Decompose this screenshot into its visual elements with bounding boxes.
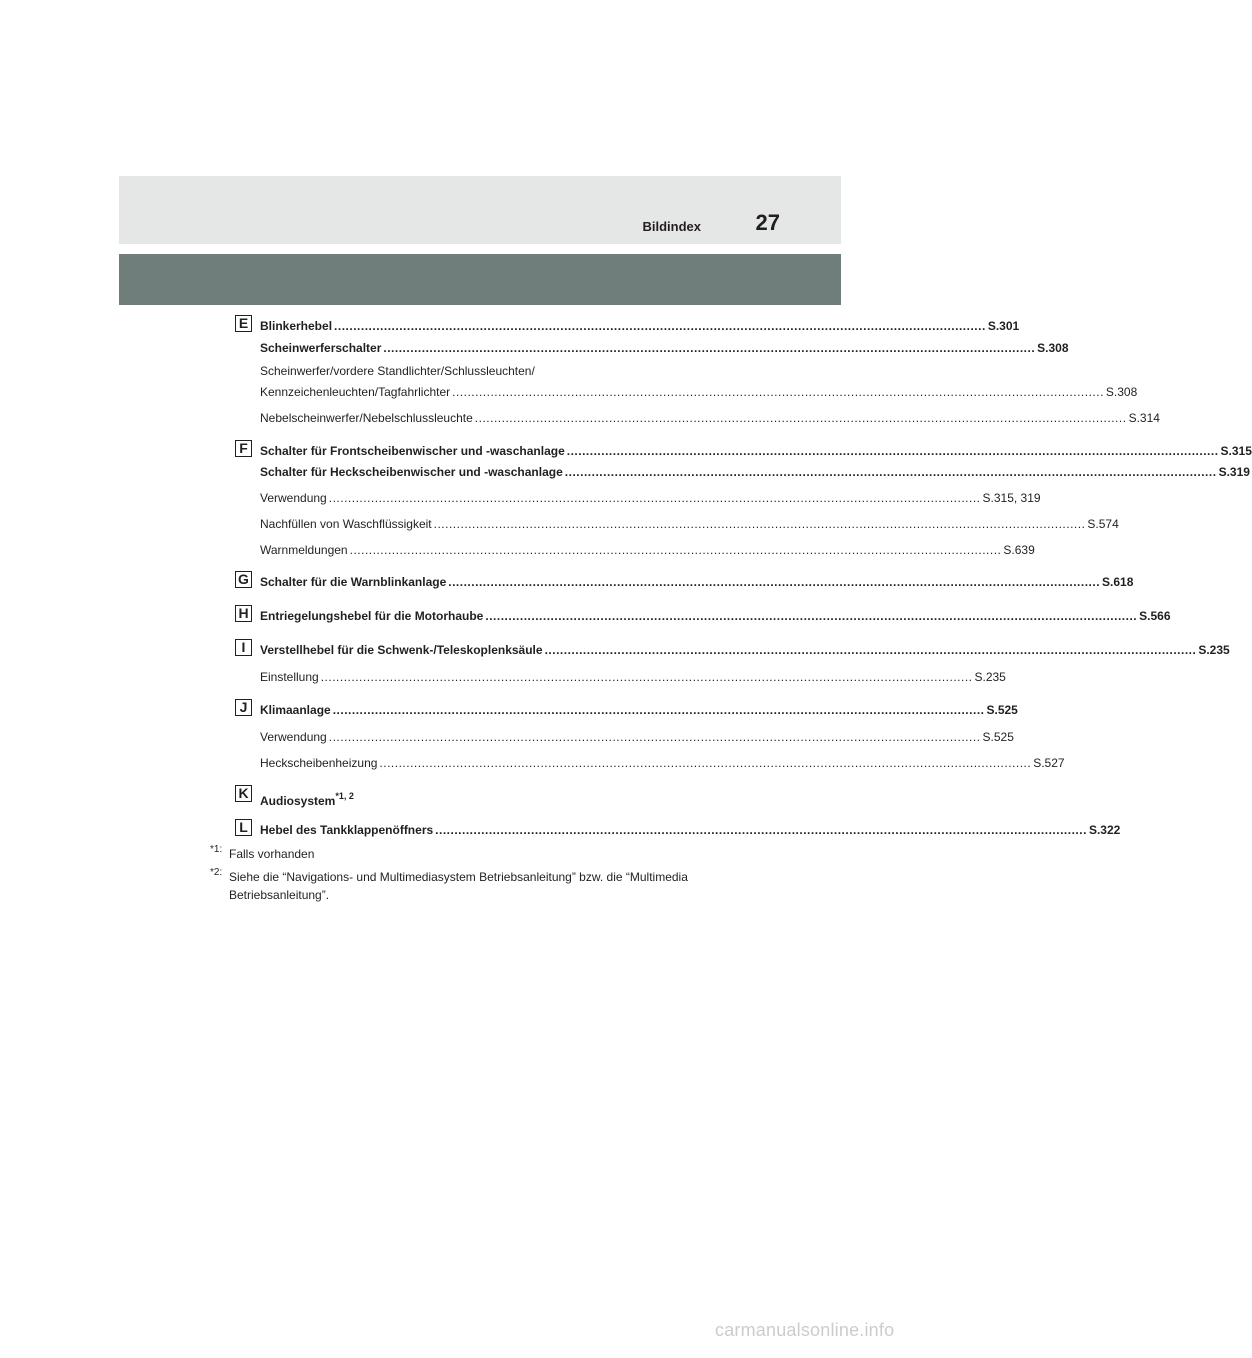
entry-page-ref: S.308 <box>1037 341 1069 355</box>
entry-label: Audiosystem <box>260 794 336 808</box>
section-band <box>119 254 841 305</box>
index-entry <box>260 515 1119 531</box>
entry-label: Heckscheibenheizung <box>260 756 378 770</box>
leader-dots: .......................................................................................................................................................................... <box>379 756 1032 770</box>
leader-dots: .......................................................................................................................................................................... <box>332 703 985 717</box>
leader-dots: .......................................................................................................................................................................... <box>334 319 986 333</box>
footnote-text: Falls vorhanden <box>229 847 315 861</box>
leader-dots: .......................................................................................................................................................................... <box>349 543 1002 557</box>
entry-page-ref: S.235 <box>974 670 1006 684</box>
leader-dots: .......................................................................................................................................................................... <box>320 670 973 684</box>
leader-dots: .......................................................................................................................................................................... <box>566 444 1219 458</box>
leader-dots: .......................................................................................................................................................................... <box>435 823 1087 837</box>
index-entry <box>260 701 1018 717</box>
leader-dots: .......................................................................................................................................................................... <box>328 730 981 744</box>
entry-label: Entriegelungshebel für die Motorhaube <box>260 609 484 623</box>
index-letter-h: H <box>235 605 252 622</box>
entry-label-line1: Scheinwerfer/vordere Standlichter/Schlussleuchten/ <box>260 364 535 378</box>
footnote-mark: *1: <box>210 844 223 855</box>
entry-page-ref: S.322 <box>1088 823 1121 837</box>
index-entry <box>260 641 1230 657</box>
page-number: 27 <box>755 210 780 235</box>
entry-label: Nebelscheinwerfer/Nebelschlussleuchte <box>260 411 473 425</box>
index-letter-k: K <box>235 785 252 802</box>
entry-page-ref: S.315 <box>1220 444 1252 458</box>
leader-dots: .......................................................................................................................................................................... <box>383 341 1036 355</box>
footnote-text: Betriebsanleitung”. <box>229 888 330 902</box>
entry-label: Blinkerhebel <box>260 319 333 333</box>
index-entry <box>260 541 1035 557</box>
entry-label: Verwendung <box>260 491 327 505</box>
entry-label: Schalter für Frontscheibenwischer und -waschanlage <box>260 444 565 458</box>
entry-label: Klimaanlage <box>260 703 331 717</box>
footnote-text: Siehe die “Navigations- und Multimediasystem Betriebsanleitung” bzw. die “Multimedia <box>229 870 688 884</box>
entry-page-ref: S.315, 319 <box>982 491 1041 505</box>
entry-page-ref: S.566 <box>1139 609 1171 623</box>
footnote-ref: *1, 2 <box>335 791 354 801</box>
header-band <box>119 176 841 244</box>
watermark: carmanualsonline.info <box>715 1320 895 1340</box>
index-letter-f: F <box>235 440 252 457</box>
entry-label: Verwendung <box>260 730 327 744</box>
leader-dots: .......................................................................................................................................................................... <box>433 517 1086 531</box>
entry-label: Schalter für Heckscheibenwischer und -waschanlage <box>260 465 563 479</box>
index-entry <box>260 383 1138 399</box>
entry-page-ref: S.308 <box>1105 385 1138 399</box>
footnote-mark: *2: <box>210 867 223 878</box>
index-entry <box>260 789 354 808</box>
entry-label: Kennzeichenleuchten/Tagfahrlichter <box>260 385 451 399</box>
entry-label: Hebel des Tankklappenöffners <box>260 823 434 837</box>
leader-dots: .......................................................................................................................................................................... <box>328 491 981 505</box>
index-letter-g: G <box>235 571 252 588</box>
index-entry <box>260 442 1252 458</box>
leader-dots: .......................................................................................................................................................................... <box>564 465 1217 479</box>
leader-dots: .......................................................................................................................................................................... <box>452 385 1104 399</box>
entry-page-ref: S.525 <box>986 703 1018 717</box>
index-letter-i: I <box>235 639 252 656</box>
index-entry <box>260 317 1020 333</box>
index-entry <box>260 754 1065 770</box>
entry-label: Warnmeldungen <box>260 543 348 557</box>
entry-page-ref: S.527 <box>1033 756 1065 770</box>
index-letter-l: L <box>235 819 252 836</box>
entry-page-ref: S.525 <box>982 730 1014 744</box>
entry-page-ref: S.314 <box>1128 411 1160 425</box>
index-entry <box>260 668 1006 684</box>
index-entry <box>260 821 1121 837</box>
index-entry <box>260 463 1250 479</box>
entry-page-ref: S.235 <box>1198 643 1230 657</box>
entry-page-ref: S.618 <box>1102 575 1134 589</box>
index-letter-e: E <box>235 315 252 332</box>
index-entry <box>260 573 1134 589</box>
entry-page-ref: S.301 <box>987 319 1020 333</box>
leader-dots: .......................................................................................................................................................................... <box>544 643 1197 657</box>
entry-label: Verstellhebel für die Schwenk-/Teleskoplenksäule <box>260 643 543 657</box>
index-letter-j: J <box>235 699 252 716</box>
index-entry <box>260 728 1014 744</box>
entry-label: Scheinwerferschalter <box>260 341 382 355</box>
entry-label: Einstellung <box>260 670 319 684</box>
entry-page-ref: S.574 <box>1087 517 1119 531</box>
leader-dots: .......................................................................................................................................................................... <box>474 411 1127 425</box>
entry-page-ref: S.639 <box>1003 543 1035 557</box>
index-entry <box>260 339 1069 355</box>
index-entry <box>260 409 1160 425</box>
index-entry <box>260 489 1041 505</box>
index-entry <box>260 607 1171 623</box>
leader-dots: .......................................................................................................................................................................... <box>448 575 1101 589</box>
entry-page-ref: S.319 <box>1218 465 1250 479</box>
leader-dots: .......................................................................................................................................................................... <box>485 609 1138 623</box>
entry-label: Schalter für die Warnblinkanlage <box>260 575 447 589</box>
section-title: Bildindex <box>642 219 701 234</box>
entry-label: Nachfüllen von Waschflüssigkeit <box>260 517 432 531</box>
